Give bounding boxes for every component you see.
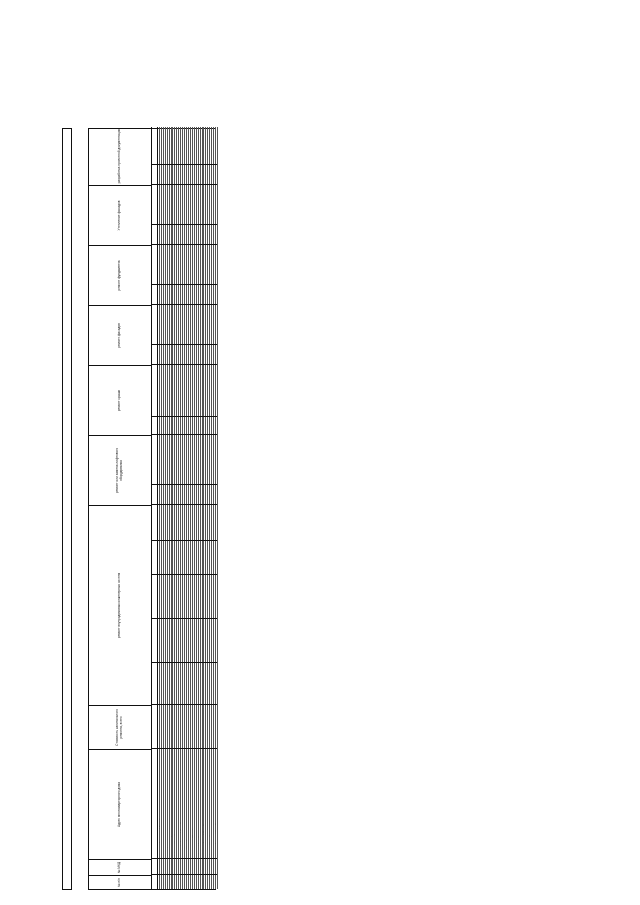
grid-line [151,704,217,705]
totals-row [215,127,218,889]
header-col-systems: ремонт внутридомовых инженерных систем [89,505,151,705]
grid-line [151,434,217,435]
row-label: Итого по МО Канский городской округ [191,826,193,857]
row-label: Северо-Енисейский городской округ [157,830,158,857]
grid-line [151,504,217,505]
grid-line [151,484,217,485]
grid-line [151,164,217,165]
total-value: 716 738,30 [215,495,217,503]
header-col-foundation: ремонт фундамента [89,245,151,305]
row-label: Итого по МО Сухобузимский городской округ [180,821,182,857]
table-rotator [88,128,216,890]
row-label: Итого по МО Тасеевский район [170,832,172,857]
header-col-design: разработка проектной документации [117,128,122,184]
header-col-mkd: № МКД [89,859,151,875]
header-col-num: № п/п [89,875,151,889]
grid-line [151,304,217,305]
grid-line [151,284,217,285]
total-value: 22 144 094,28 [215,736,217,747]
grid-line [151,364,217,365]
header-col-lifts: ремонт или замена лифтового оборудования [89,435,151,505]
header-col-insulation: Утепление фасадов [89,185,151,245]
header-col-facade: ремонт фасадов [89,305,151,365]
table-header [89,127,152,889]
header-col-total: Стоимость капитального ремонта, всего [89,705,151,749]
total-value: 13 811 481,44 [215,692,217,703]
row-label: Шарыповский городской округ [209,834,211,857]
grid-line [151,874,217,875]
grid-line [151,244,217,245]
table-body [157,127,217,889]
grid-line [151,416,217,417]
grid-line [151,748,217,749]
grid-line [151,184,217,185]
header-col-address: Адрес многоквартирного дома [89,749,151,859]
row-label: Тасеевский район [166,843,168,857]
grid-line [151,224,217,225]
total-value: 1 097 796,00 [215,423,217,433]
row-label: Итого по МО Назаровский городской округ [203,823,205,857]
row-label: Итого по МО Шарыповский городской округ [215,822,217,857]
total-value: 7 650 124,69 [215,353,217,363]
grid-line [151,540,217,541]
grid-line [151,618,217,619]
row-label: Сухобузимский городской округ [174,833,176,857]
grid-line [151,344,217,345]
row-label: Канский городской округ [186,838,188,857]
grid-line [151,858,217,859]
row-label: Назаровский городской округ [197,835,199,857]
rotated-table-sheet [88,128,216,890]
left-header-strip [62,128,72,890]
grid-line [151,662,217,663]
capital-repair-table [88,128,216,890]
row-label: Итого по МО Северо-Енисейский городской округ [158,817,160,857]
total-value: 13 113 272,04 [215,172,217,183]
grid-line [151,574,217,575]
header-col-roof: ремонт крыши [89,365,151,435]
